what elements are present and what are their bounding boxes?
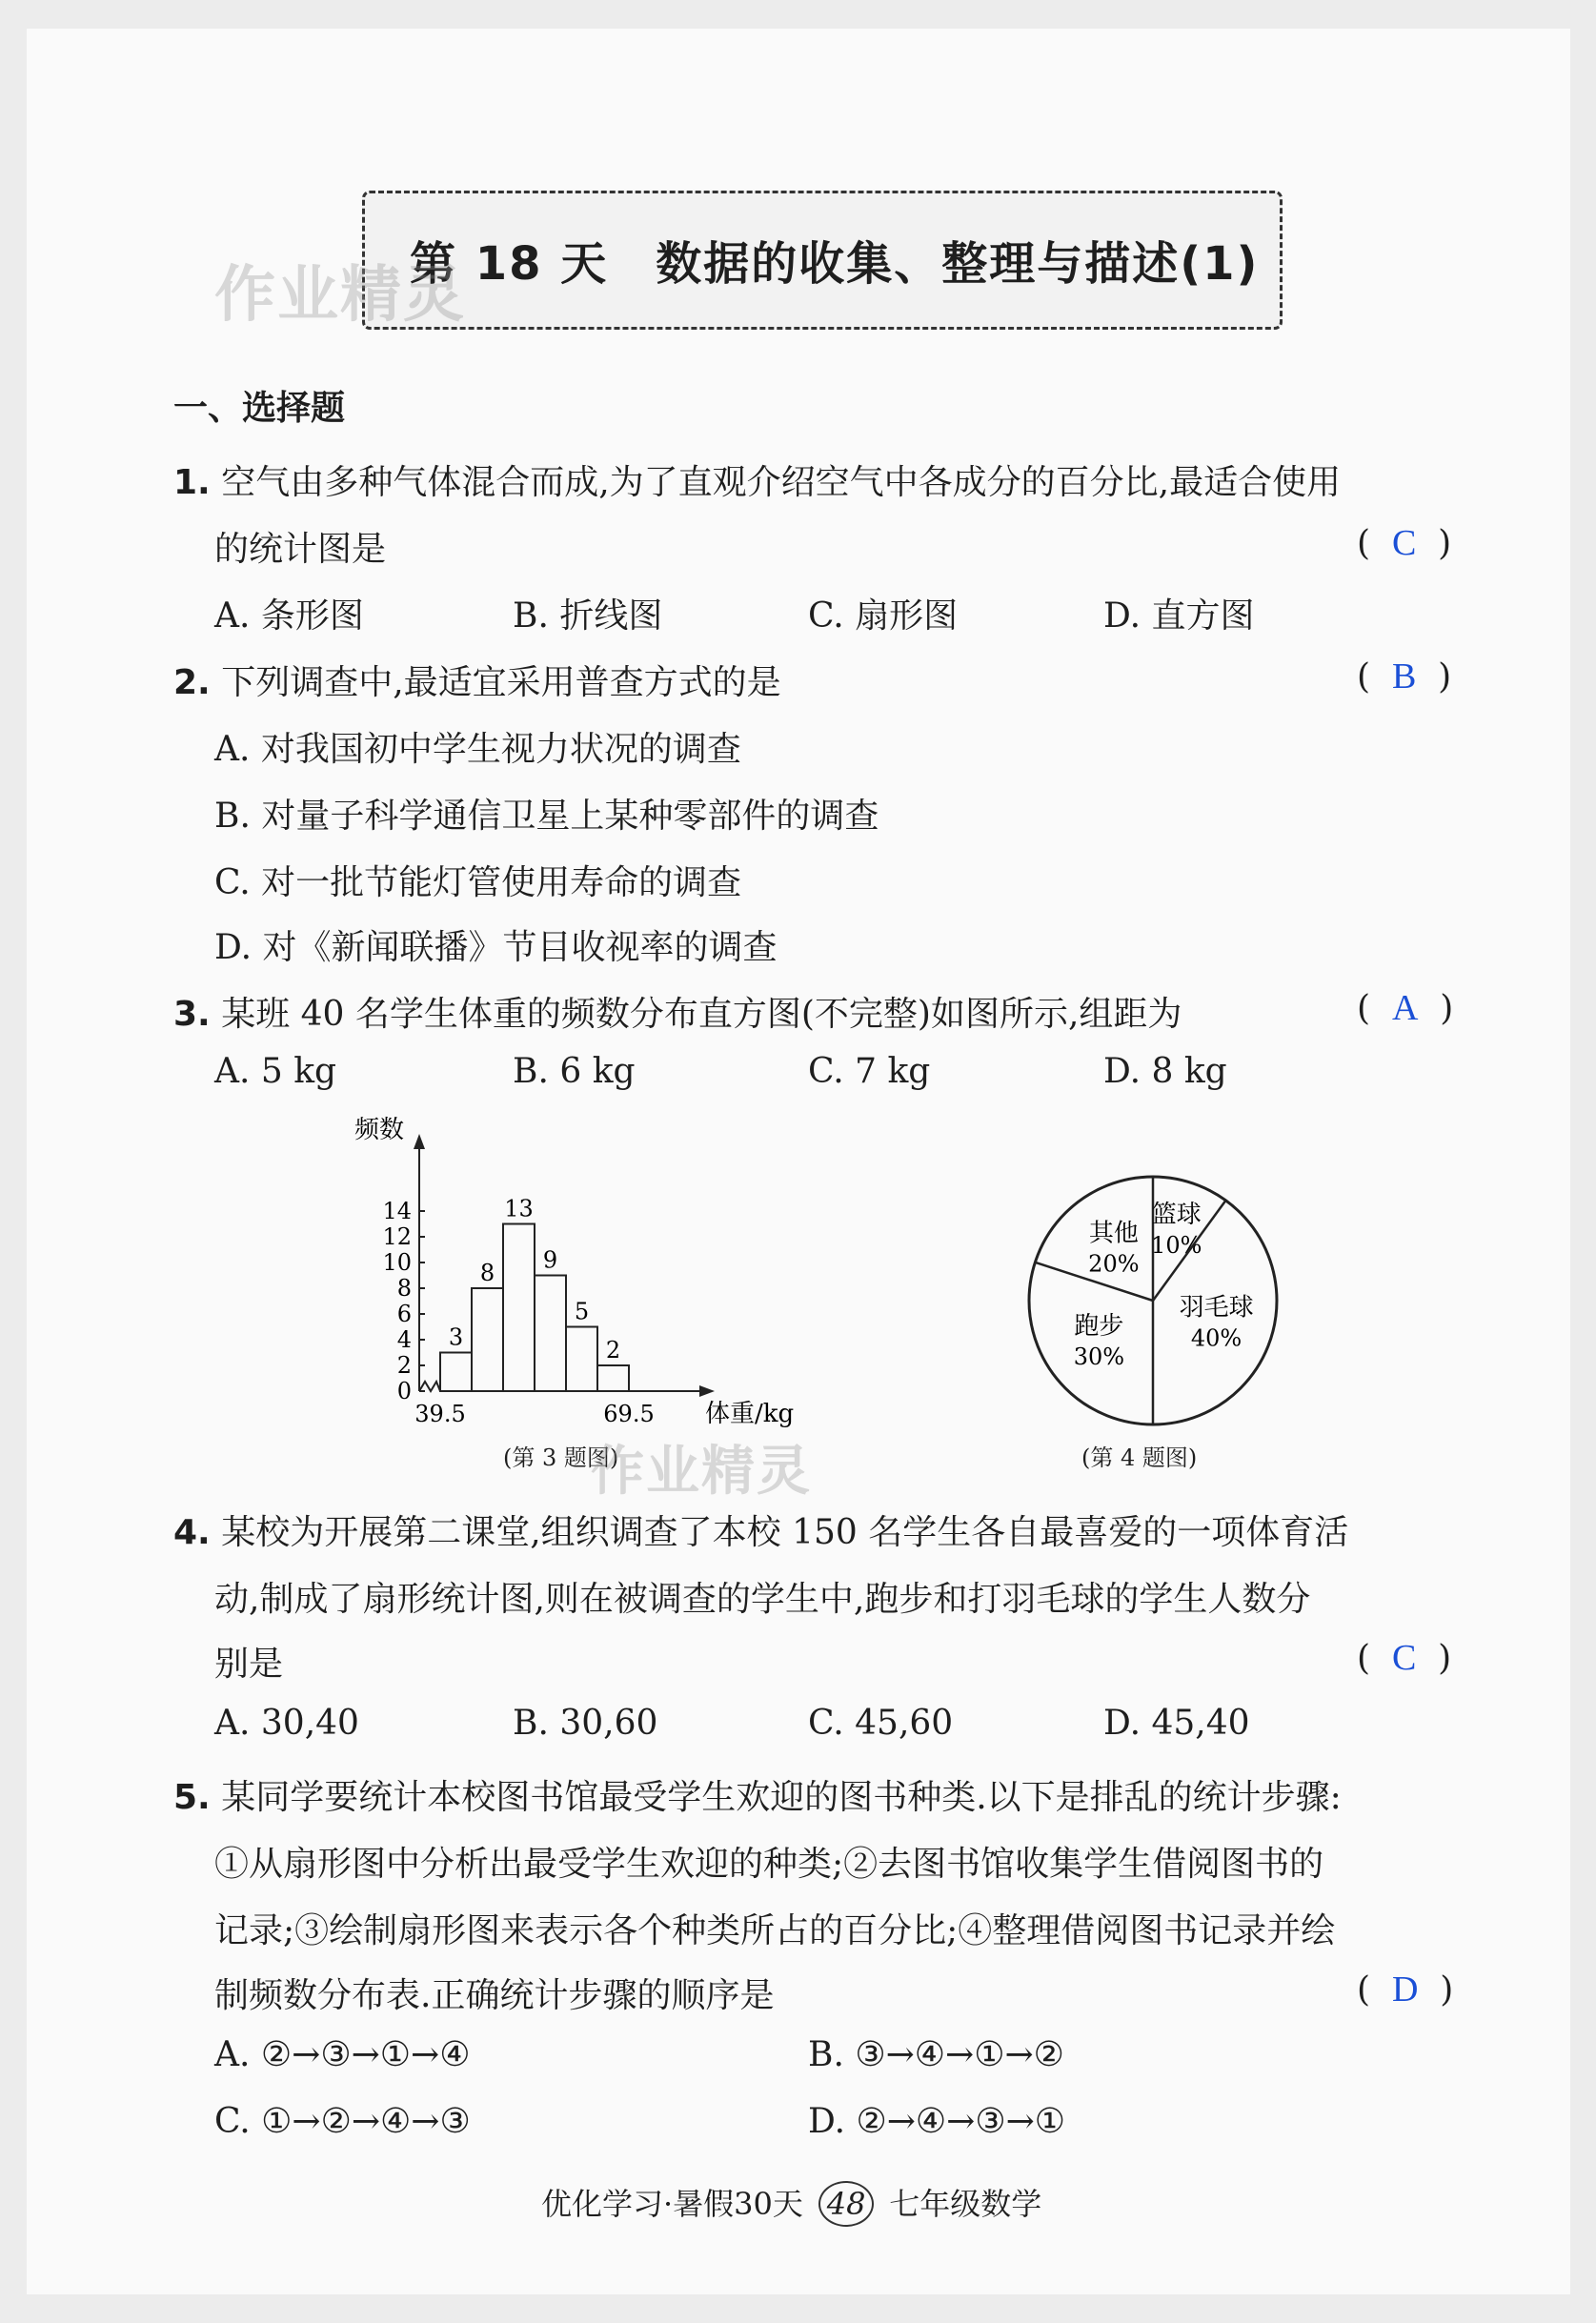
footer-book-title: 优化学习·暑假30天 — [541, 2186, 803, 2222]
pie-slice-label: 其他 — [1088, 1219, 1139, 1248]
option: B. ③→④→①→② — [808, 2035, 1064, 2074]
question-text: 某班 40 名学生体重的频数分布直方图(不完整)如图所示,组距为 — [221, 995, 1182, 1034]
question-2 — [173, 656, 781, 704]
pie-slice-percent: 30% — [1073, 1343, 1125, 1371]
y-tick-label: 4 — [396, 1326, 412, 1353]
answer-bracket: ( C ) — [1357, 1638, 1452, 1678]
option: D. 对《新闻联播》节目收视率的调查 — [214, 928, 778, 967]
histogram-bar — [440, 1353, 472, 1392]
histogram-bar — [472, 1288, 503, 1391]
option: A. ②→③→①→④ — [214, 2035, 471, 2074]
section-heading: 一、选择题 — [173, 389, 346, 428]
option: D. 8 kg — [1103, 1052, 1227, 1091]
y-axis-arrow — [414, 1134, 425, 1149]
answer: B — [1391, 656, 1417, 697]
watermark: 作业精灵 — [214, 260, 466, 331]
question-1 — [173, 455, 1341, 504]
bar-value-label: 9 — [542, 1246, 558, 1274]
x-axis-arrow — [699, 1385, 715, 1397]
x-axis-label: 体重/kg — [705, 1400, 795, 1428]
y-tick-label: 2 — [396, 1352, 412, 1379]
option: A. 对我国初中学生视力状况的调查 — [214, 730, 741, 769]
option: C. 7 kg — [808, 1052, 931, 1091]
question-number: 1. — [173, 463, 211, 502]
option: B. 30,60 — [513, 1704, 658, 1743]
option: A. 5 kg — [214, 1052, 337, 1091]
pie-slice-label: 篮球 — [1151, 1200, 1202, 1229]
pie-chart — [1010, 1162, 1296, 1439]
chart-caption: (第 4 题图) — [1081, 1444, 1198, 1471]
page-number: 48 — [818, 2181, 874, 2227]
question-text: 动,制成了扇形统计图,则在被调查的学生中,跑步和打羽毛球的学生人数分 — [214, 1580, 1311, 1619]
footer-subject: 七年级数学 — [889, 2186, 1042, 2222]
question-text: 记录;③绘制扇形图来表示各个种类所占的百分比;④整理借阅图书记录并绘 — [214, 1911, 1336, 1950]
page-title: 第 18 天 数据的收集、整理与描述(1) — [410, 237, 1260, 291]
bar-value-label: 2 — [605, 1337, 621, 1364]
answer: C — [1391, 523, 1417, 563]
option: C. ①→②→④→③ — [214, 2102, 471, 2141]
axis-break — [419, 1382, 440, 1391]
answer: A — [1391, 988, 1419, 1028]
chart-caption: (第 3 题图) — [503, 1444, 619, 1471]
pie-slice-percent: 40% — [1190, 1324, 1242, 1352]
question-number: 5. — [173, 1778, 211, 1817]
option: B. 折线图 — [513, 596, 663, 636]
question-text: 下列调查中,最适宜采用普查方式的是 — [221, 663, 781, 702]
histogram-bar — [566, 1327, 597, 1392]
histogram-bar — [535, 1276, 566, 1392]
option: D. 45,40 — [1103, 1704, 1250, 1743]
bar-value-label: 8 — [479, 1260, 495, 1286]
question-number: 4. — [173, 1513, 211, 1552]
answer-bracket: ( D ) — [1357, 1970, 1454, 2010]
question-number: 2. — [173, 663, 211, 702]
question-text: ①从扇形图中分析出最受学生欢迎的种类;②去图书馆收集学生借阅图书的 — [214, 1845, 1324, 1884]
option: B. 对量子科学通信卫星上某种零部件的调查 — [214, 797, 879, 836]
histogram-bar — [503, 1224, 535, 1392]
question-text: 某校为开展第二课堂,组织调查了本校 150 名学生各自最喜爱的一项体育活 — [221, 1513, 1349, 1552]
answer-bracket: ( C ) — [1357, 523, 1452, 563]
pie-slice-percent: 20% — [1088, 1250, 1140, 1278]
option: C. 扇形图 — [808, 596, 959, 636]
question-number: 3. — [173, 995, 211, 1034]
question-text: 的统计图是 — [214, 530, 387, 569]
y-tick-label: 8 — [396, 1275, 412, 1302]
histogram-bar — [597, 1365, 629, 1391]
option: A. 条形图 — [214, 596, 364, 636]
bar-value-label: 3 — [448, 1323, 464, 1351]
pie-slice-percent: 10% — [1151, 1231, 1202, 1259]
x-tick-label: 69.5 — [603, 1401, 655, 1427]
question-4 — [173, 1505, 1348, 1554]
pie-slice-label: 跑步 — [1074, 1312, 1124, 1342]
answer-bracket: ( A ) — [1357, 988, 1454, 1028]
footer — [541, 2180, 1041, 2227]
question-text: 别是 — [214, 1645, 284, 1684]
question-text: 空气由多种气体混合而成,为了直观介绍空气中各成分的百分比,最适合使用 — [221, 463, 1342, 502]
answer-bracket: ( B ) — [1357, 656, 1452, 697]
y-axis-label: 频数 — [354, 1116, 405, 1144]
y-tick-label: 12 — [382, 1223, 412, 1250]
answer: C — [1391, 1638, 1417, 1678]
watermark: 作业精灵 — [591, 1441, 812, 1503]
question-3 — [173, 987, 1182, 1036]
option: A. 30,40 — [214, 1704, 359, 1743]
y-tick-label: 10 — [382, 1249, 412, 1276]
option: C. 45,60 — [808, 1704, 954, 1743]
y-tick-label: 14 — [382, 1198, 412, 1224]
option: D. ②→④→③→① — [808, 2102, 1066, 2141]
bar-value-label: 13 — [504, 1195, 534, 1222]
x-tick-label: 39.5 — [414, 1401, 466, 1427]
bar-value-label: 5 — [574, 1298, 590, 1325]
question-text: 某同学要统计本校图书馆最受学生欢迎的图书种类.以下是排乱的统计步骤: — [221, 1778, 1342, 1817]
option: C. 对一批节能灯管使用寿命的调查 — [214, 863, 742, 902]
y-tick-label: 6 — [396, 1301, 412, 1327]
answer: D — [1391, 1970, 1419, 2010]
option: B. 6 kg — [513, 1052, 636, 1091]
pie-slice-label: 羽毛球 — [1179, 1293, 1254, 1323]
question-text: 制频数分布表.正确统计步骤的顺序是 — [214, 1976, 775, 2015]
option: D. 直方图 — [1103, 596, 1255, 636]
y-tick-label: 0 — [396, 1378, 412, 1404]
question-5 — [173, 1770, 1342, 1819]
